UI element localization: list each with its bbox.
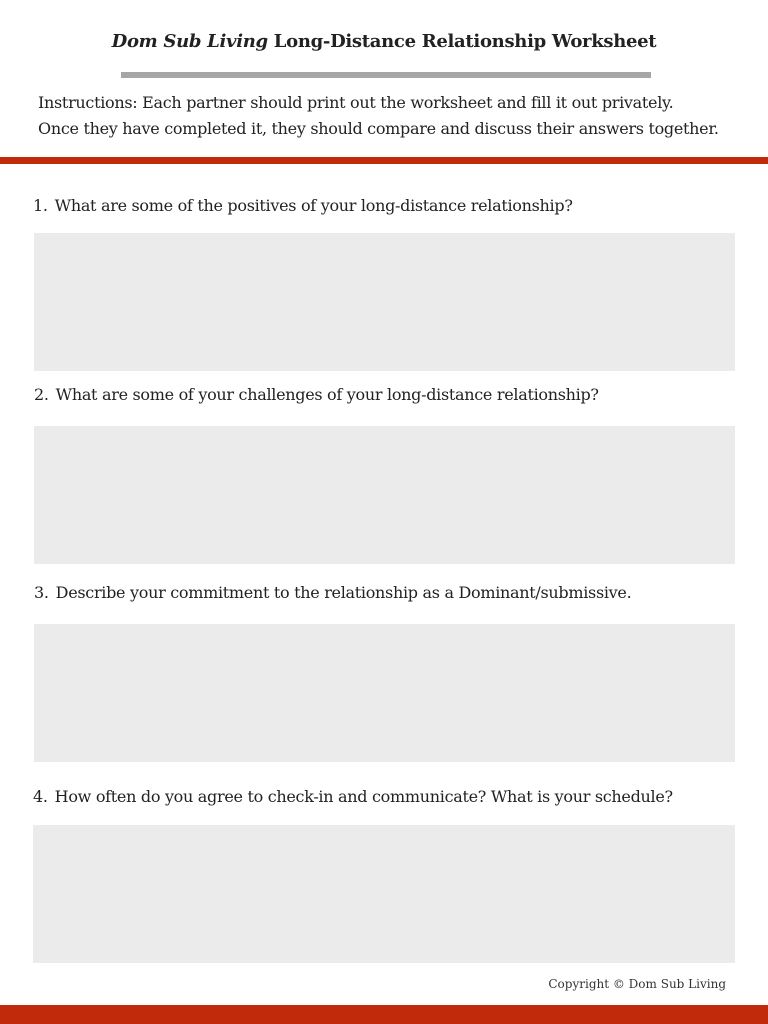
accent-footer-bar — [0, 1005, 768, 1024]
question-text: Describe your commitment to the relationship as a Dominant/submissive. — [55, 583, 632, 602]
question-text: How often do you agree to check-in and communicate? What is your schedule? — [54, 787, 673, 806]
answer-box-4[interactable] — [33, 825, 735, 963]
accent-divider-top — [0, 157, 768, 164]
title-brand: Dom Sub Living — [111, 31, 268, 52]
question-text: What are some of your challenges of your long-distance relationship? — [55, 385, 599, 404]
answer-box-1[interactable] — [34, 233, 735, 371]
question-number: 3. — [34, 583, 49, 602]
question-number: 1. — [33, 196, 48, 215]
question-1 — [33, 196, 573, 215]
question-number: 2. — [34, 385, 49, 404]
answer-box-2[interactable] — [34, 426, 735, 564]
question-4 — [33, 787, 673, 806]
question-text: What are some of the positives of your long-distance relationship? — [54, 196, 573, 215]
question-2 — [34, 385, 599, 404]
question-number: 4. — [33, 787, 48, 806]
instructions-line-1: Instructions: Each partner should print out the worksheet and fill it out privately. — [38, 93, 674, 112]
title-text: Long-Distance Relationship Worksheet — [267, 31, 657, 52]
answer-box-3[interactable] — [34, 624, 735, 762]
question-3 — [34, 583, 631, 602]
title-underline — [121, 72, 651, 78]
instructions-line-2: Once they have completed it, they should compare and discuss their answers together. — [38, 119, 719, 138]
page-title — [0, 31, 768, 52]
instructions — [38, 90, 758, 142]
copyright-notice: Copyright © Dom Sub Living — [548, 977, 726, 991]
